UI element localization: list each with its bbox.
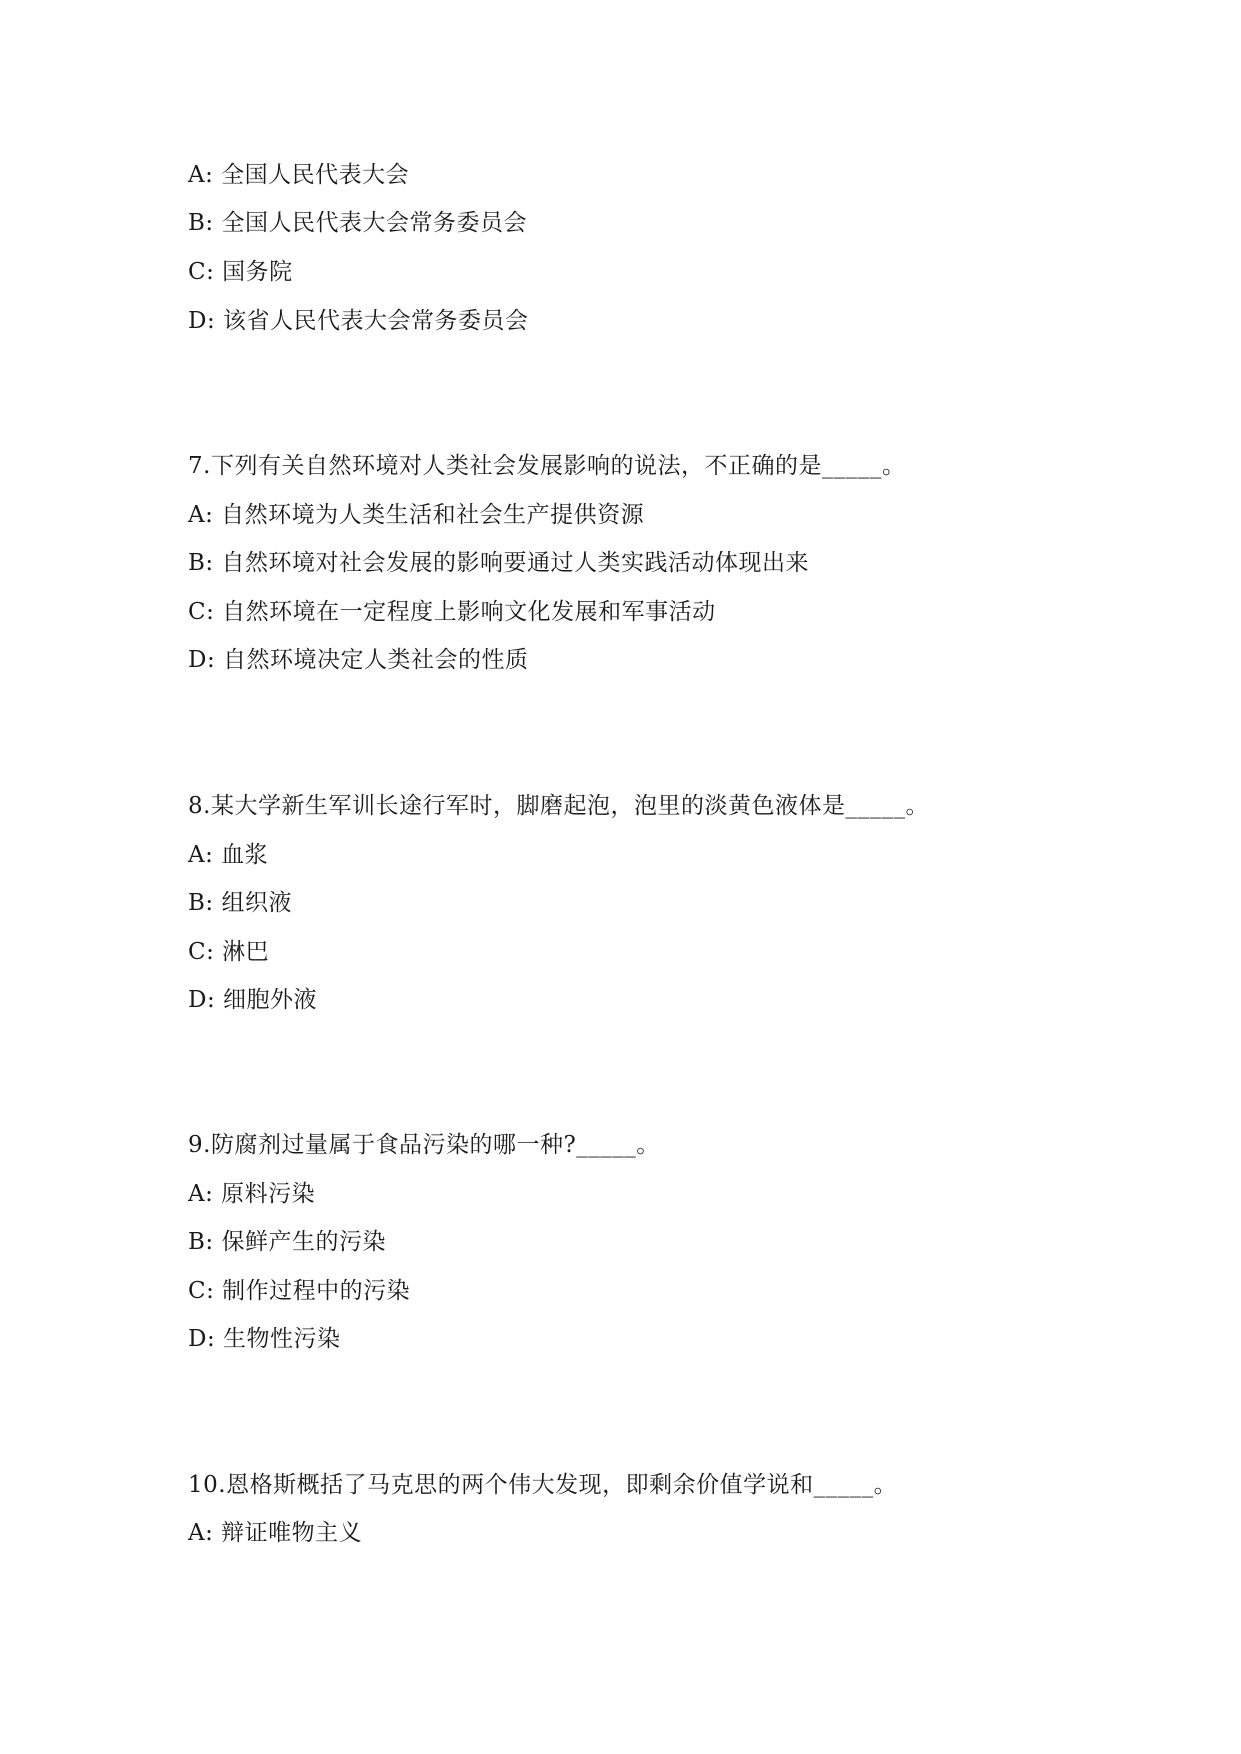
option-label: B:	[188, 210, 214, 236]
option-text: 自然环境决定人类社会的性质	[223, 647, 529, 673]
q7-option-a	[188, 500, 644, 530]
q10-option-a	[188, 1518, 362, 1548]
q9-stem: 9.防腐剂过量属于食品污染的哪一种?_____。	[188, 1132, 660, 1158]
option-text: 自然环境在一定程度上影响文化发展和军事活动	[222, 599, 716, 625]
option-text: 国务院	[222, 259, 293, 285]
option-text: 原料污染	[221, 1181, 316, 1207]
q9-option-c	[188, 1276, 410, 1306]
option-text: 血浆	[221, 842, 269, 868]
q6-option-c	[188, 257, 293, 287]
option-label: D:	[188, 647, 216, 673]
q6-option-b	[188, 208, 527, 238]
q9-option-b	[188, 1227, 386, 1257]
option-label: C:	[188, 259, 215, 285]
option-label: C:	[188, 599, 215, 625]
option-label: B:	[188, 890, 214, 916]
option-text: 组织液	[221, 890, 292, 916]
option-label: D:	[188, 1326, 216, 1352]
option-text: 全国人民代表大会	[221, 162, 410, 188]
q10-stem: 10.恩格斯概括了马克思的两个伟大发现，即剩余价值学说和_____。	[188, 1472, 898, 1498]
option-text: 自然环境为人类生活和社会生产提供资源	[221, 502, 645, 528]
option-text: 辩证唯物主义	[221, 1520, 363, 1546]
option-label: A:	[188, 502, 214, 528]
option-label: A:	[188, 162, 214, 188]
option-label: A:	[188, 842, 214, 868]
option-text: 该省人民代表大会常务委员会	[223, 308, 529, 334]
option-text: 制作过程中的污染	[222, 1278, 411, 1304]
q7-option-d	[188, 645, 529, 675]
option-label: A:	[188, 1520, 214, 1546]
q7-option-c	[188, 597, 716, 627]
option-label: C:	[188, 939, 215, 965]
q9-option-a	[188, 1179, 315, 1209]
option-text: 全国人民代表大会常务委员会	[221, 210, 527, 236]
option-text: 生物性污染	[223, 1326, 341, 1352]
option-label: B:	[188, 1229, 214, 1255]
q8-option-c	[188, 937, 269, 967]
option-text: 保鲜产生的污染	[221, 1229, 386, 1255]
q8-option-a	[188, 840, 268, 870]
option-text: 自然环境对社会发展的影响要通过人类实践活动体现出来	[221, 550, 809, 576]
option-label: A:	[188, 1181, 214, 1207]
q7-stem: 7.下列有关自然环境对人类社会发展影响的说法，不正确的是_____。	[188, 453, 906, 479]
q6-option-d	[188, 306, 529, 336]
option-label: C:	[188, 1278, 215, 1304]
option-text: 细胞外液	[223, 987, 318, 1013]
q7-option-b	[188, 548, 809, 578]
option-label: D:	[188, 987, 216, 1013]
q8-stem: 8.某大学新生军训长途行军时，脚磨起泡，泡里的淡黄色液体是_____。	[188, 793, 929, 819]
option-label: B:	[188, 550, 214, 576]
option-text: 淋巴	[222, 939, 270, 965]
q9-option-d	[188, 1324, 341, 1354]
option-label: D:	[188, 308, 216, 334]
q6-option-a	[188, 160, 409, 190]
q8-option-b	[188, 888, 292, 918]
q8-option-d	[188, 985, 317, 1015]
